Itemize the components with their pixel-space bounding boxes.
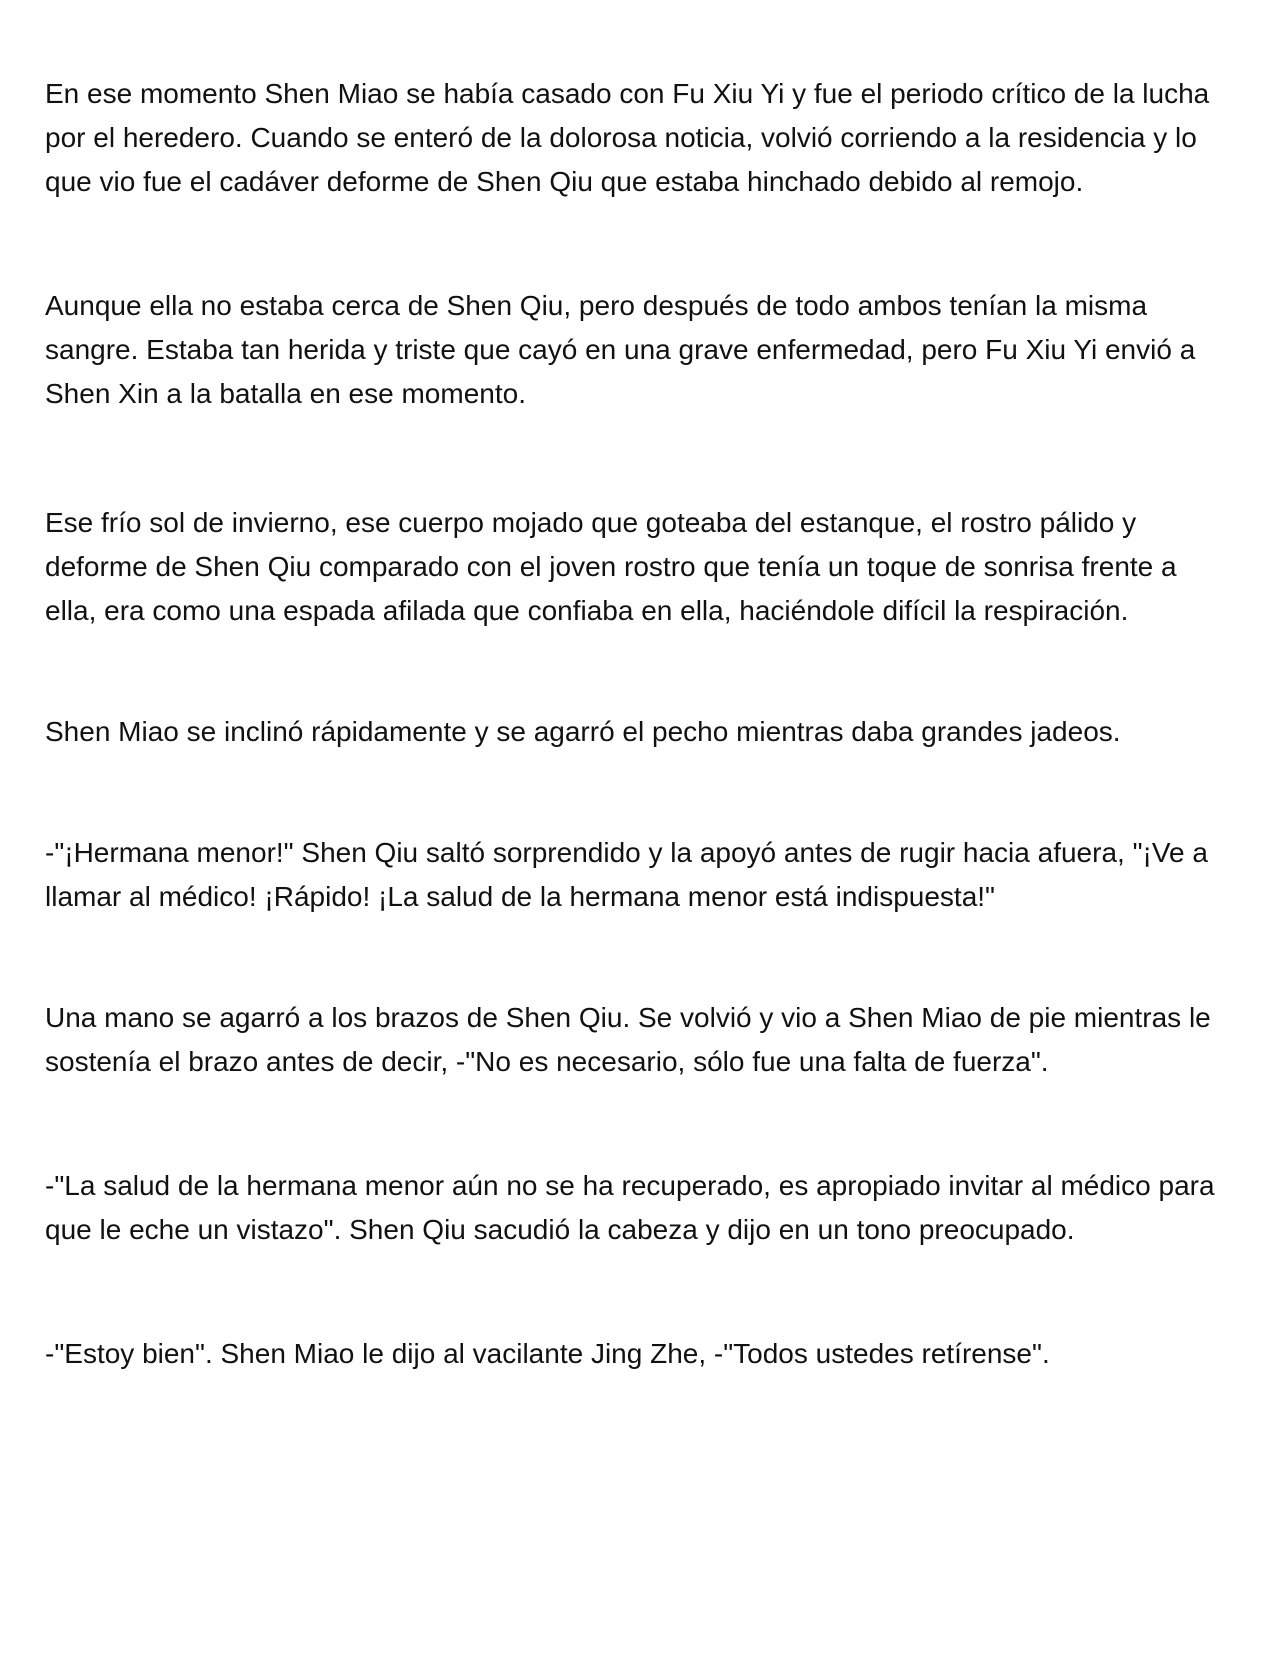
paragraph-8: -"Estoy bien". Shen Miao le dijo al vacilante Jing Zhe, -"Todos ustedes retírense". bbox=[45, 1338, 1050, 1369]
paragraph-gap bbox=[45, 1084, 1220, 1164]
paragraph-gap bbox=[45, 416, 1220, 501]
paragraph-2: Aunque ella no estaba cerca de Shen Qiu, pero después de todo ambos tenían la misma sangre. Estaba tan herida y triste que cayó en una grave enfermedad, pero Fu Xiu Yi envió a Shen Xin a la batalla en ese momento. bbox=[45, 290, 1196, 409]
paragraph-gap bbox=[45, 633, 1220, 710]
paragraph-5: -"¡Hermana menor!" Shen Qiu saltó sorprendido y la apoyó antes de rugir hacia afuera, "¡Ve a llamar al médico! ¡Rápido! ¡La salud de la hermana menor está indispuesta!" bbox=[45, 837, 1208, 912]
paragraph-gap bbox=[45, 204, 1220, 284]
paragraph-4: Shen Miao se inclinó rápidamente y se agarró el pecho mientras daba grandes jadeos. bbox=[45, 716, 1121, 747]
paragraph-6: Una mano se agarró a los brazos de Shen Qiu. Se volvió y vio a Shen Miao de pie mientras le sostenía el brazo antes de decir, -"No es necesario, sólo fue una falta de fuerza". bbox=[45, 1002, 1211, 1077]
paragraph-7: -"La salud de la hermana menor aún no se ha recuperado, es apropiado invitar al médico para que le eche un vistazo". Shen Qiu sacudió la cabeza y dijo en un tono preocupado. bbox=[45, 1170, 1215, 1245]
paragraph-gap bbox=[45, 754, 1220, 831]
paragraph-3: Ese frío sol de invierno, ese cuerpo mojado que goteaba del estanque, el rostro pálido y deforme de Shen Qiu comparado con el joven rostro que tenía un toque de sonrisa frente a ella, era como una espada afilada que confiaba en ella, haciéndole difícil la respiración. bbox=[45, 507, 1177, 626]
paragraph-gap bbox=[45, 919, 1220, 996]
paragraph-gap bbox=[45, 1252, 1220, 1332]
paragraph-1: En ese momento Shen Miao se había casado con Fu Xiu Yi y fue el periodo crítico de la lucha por el heredero. Cuando se enteró de la dolorosa noticia, volvió corriendo a la residencia y lo que vio fue el cadáver deforme de Shen Qiu que estaba hinchado debido al remojo. bbox=[45, 78, 1210, 197]
